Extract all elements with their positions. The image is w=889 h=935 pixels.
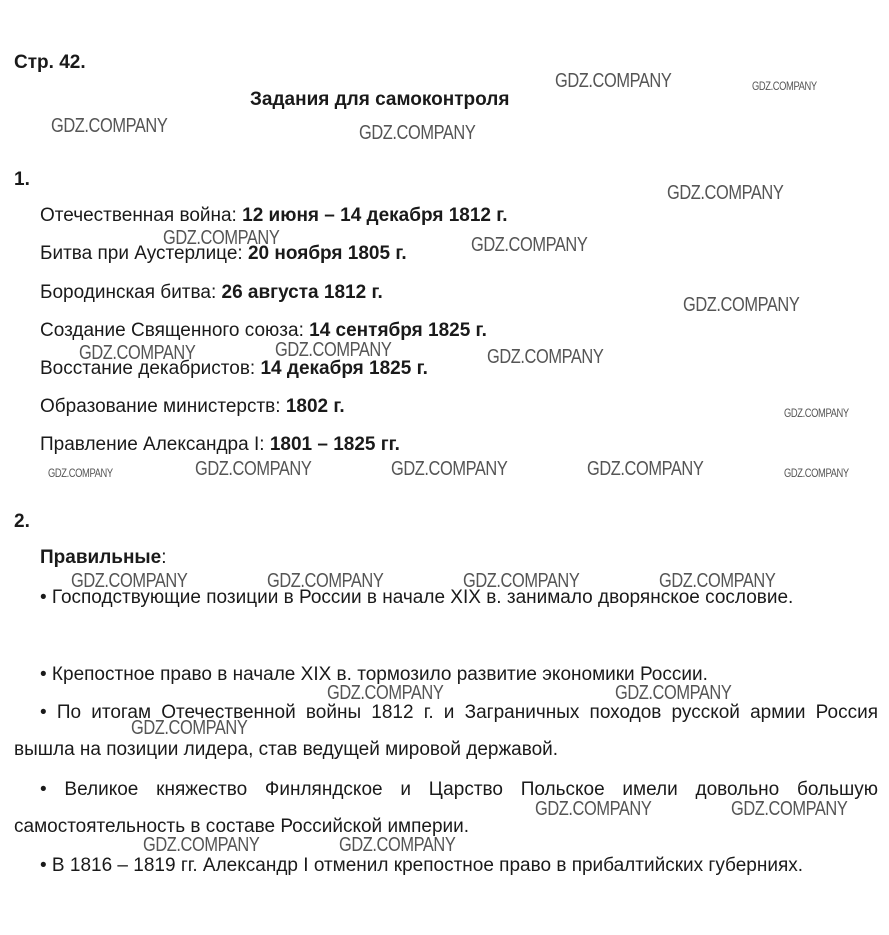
fact-date: 26 августа 1812 г. [221,282,383,303]
fact-label: Бородинская битва: [40,282,222,303]
subheading-colon: : [161,547,167,568]
fact-date: 14 декабря 1825 г. [260,358,428,379]
subheading-label: Правильные [40,547,162,568]
fact-label: Образование министерств: [40,396,286,417]
fact-label: Битва при Аустерлице: [40,243,248,264]
statement: • По итогам Отечественной войны 1812 г. и Заграничных походов русской армии Россия вышла на позиции лидера, став ведущей мировой державой. [14,702,878,760]
fact-row [40,282,383,304]
subheading [40,547,167,569]
watermark: GDZ.COMPANY [143,834,260,856]
watermark: GDZ.COMPANY [275,339,392,361]
watermark: GDZ.COMPANY [71,570,188,592]
task-2-number: 2. [14,511,30,532]
statement: • В 1816 – 1819 гг. Александр I отменил крепостное право в прибалтийских губерниях. [40,855,804,876]
watermark: GDZ.COMPANY [555,70,672,92]
fact-label: Создание Священного союза: [40,320,310,341]
watermark: GDZ.COMPANY [784,406,849,420]
statement: • Господствующие позиции в России в начале XIX в. занимало дворянское сословие. [40,587,794,608]
watermark: GDZ.COMPANY [659,570,776,592]
watermark: GDZ.COMPANY [487,346,604,368]
watermark: GDZ.COMPANY [163,227,280,249]
watermark: GDZ.COMPANY [784,466,849,480]
watermark: GDZ.COMPANY [339,834,456,856]
watermark: GDZ.COMPANY [615,682,732,704]
watermark: GDZ.COMPANY [195,458,312,480]
statement: • Великое княжество Финляндское и Царство Польское имели довольно большую самостоятельность в составе Российской империи. [14,779,878,837]
fact-row [40,320,487,342]
watermark: GDZ.COMPANY [471,234,588,256]
watermark: GDZ.COMPANY [327,682,444,704]
fact-date: 14 сентября 1825 г. [309,320,487,341]
fact-date: 1802 г. [285,396,345,417]
watermark: GDZ.COMPANY [731,798,848,820]
fact-date: 20 ноября 1805 г. [247,243,407,264]
watermark: GDZ.COMPANY [79,342,196,364]
fact-row [40,396,345,418]
page-title: Задания для самоконтроля [250,89,510,110]
fact-label: Правление Александра I: [40,434,270,455]
watermark: GDZ.COMPANY [48,466,113,480]
statement: • Крепостное право в начале XIX в. тормозило развитие экономики России. [40,664,708,685]
watermark: GDZ.COMPANY [667,182,784,204]
page-label: Стр. 42. [14,52,86,73]
fact-label: Восстание декабристов: [40,358,261,379]
fact-row [40,434,400,456]
watermark: GDZ.COMPANY [51,115,168,137]
watermark: GDZ.COMPANY [359,122,476,144]
watermark: GDZ.COMPANY [463,570,580,592]
task-1-number: 1. [14,169,30,190]
watermark: GDZ.COMPANY [391,458,508,480]
watermark: GDZ.COMPANY [267,570,384,592]
watermark: GDZ.COMPANY [752,79,817,93]
watermark: GDZ.COMPANY [535,798,652,820]
fact-label: Отечественная война: [40,205,243,226]
watermark: GDZ.COMPANY [587,458,704,480]
fact-date: 1801 – 1825 гг. [269,434,400,455]
watermark: GDZ.COMPANY [683,294,800,316]
fact-row [40,205,508,227]
watermark: GDZ.COMPANY [131,717,248,739]
fact-date: 12 июня – 14 декабря 1812 г. [242,205,508,226]
